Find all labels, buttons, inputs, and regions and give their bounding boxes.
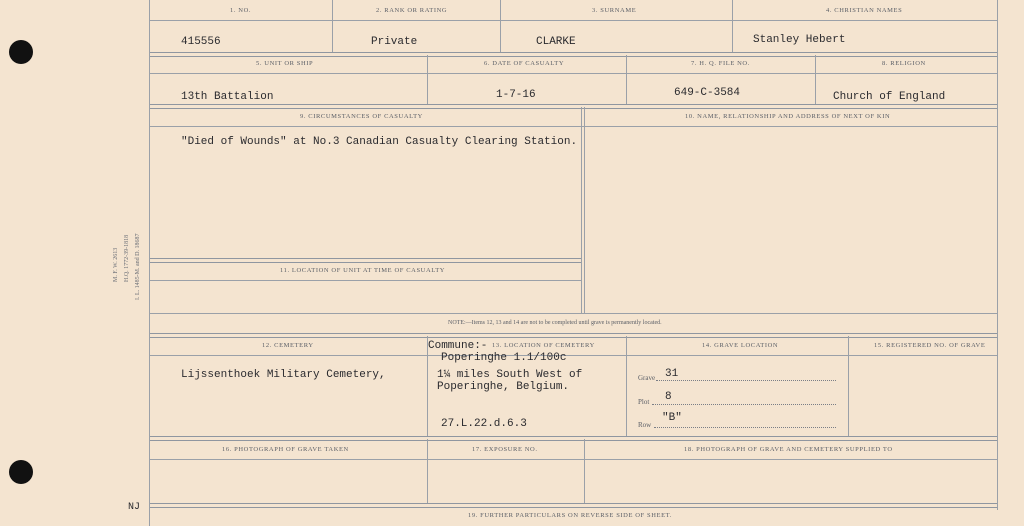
divider [626, 336, 627, 436]
label-file-no: 7. H. Q. FILE NO. [691, 60, 750, 67]
left-border [149, 0, 150, 526]
label-exposure: 17. EXPOSURE NO. [472, 446, 538, 453]
grave-label: Grave [638, 374, 656, 382]
divider [427, 439, 428, 503]
label-date: 6. DATE OF CASUALTY [484, 60, 565, 67]
value-circumstances: "Died of Wounds" at No.3 Canadian Casualty Clearing Station. [181, 136, 578, 148]
side-print-2: H.Q. 1772-39-1818 [124, 234, 130, 282]
divider [584, 107, 585, 313]
label-surname: 3. SURNAME [592, 7, 637, 14]
rule [150, 436, 997, 441]
rule [150, 73, 997, 74]
punch-hole-bottom [9, 460, 33, 484]
label-grave-location: 14. GRAVE LOCATION [702, 342, 779, 349]
location-line-2: Poperinghe, Belgium. [437, 381, 570, 393]
divider [815, 55, 816, 104]
rule [150, 313, 997, 314]
value-file-no: 649-C-3584 [674, 87, 741, 99]
row-line [654, 427, 836, 428]
label-cemetery: 12. CEMETERY [262, 342, 314, 349]
label-circumstances: 9. CIRCUMSTANCES OF CASUALTY [300, 113, 423, 120]
divider [427, 55, 428, 104]
divider [584, 439, 585, 503]
label-location-cemetery: 13. LOCATION OF CEMETERY [492, 342, 595, 349]
rule [150, 355, 997, 356]
rule [150, 258, 581, 263]
rule [150, 333, 997, 338]
label-further: 19. FURTHER PARTICULARS ON REVERSE SIDE OF SHEET. [468, 512, 672, 519]
label-religion: 8. RELIGION [882, 60, 926, 67]
rule [150, 104, 997, 109]
divider [500, 0, 501, 52]
initials: NJ [128, 502, 141, 513]
punch-hole-top [9, 40, 33, 64]
side-print-3: I. L. 1485-M. and D. 18687 [135, 233, 141, 300]
plot-label: Plot [638, 398, 650, 406]
label-unit: 5. UNIT OR SHIP [256, 60, 314, 67]
plot-line [652, 404, 836, 405]
rule [150, 20, 997, 21]
value-surname: CLARKE [536, 36, 576, 48]
right-border [997, 0, 998, 510]
rule [150, 459, 997, 460]
map-reference: 27.L.22.d.6.3 [441, 418, 527, 430]
rule [150, 52, 997, 57]
label-no: 1. NO. [230, 7, 252, 14]
divider [848, 336, 849, 436]
label-rank: 2. RANK OR RATING [376, 7, 448, 14]
label-christian-names: 4. CHRISTIAN NAMES [826, 7, 903, 14]
label-location-unit: 11. LOCATION OF UNIT AT TIME OF CASUALTY [280, 267, 446, 274]
label-photo-taken: 16. PHOTOGRAPH OF GRAVE TAKEN [222, 446, 349, 453]
value-unit: 13th Battalion [181, 91, 274, 103]
commune-value: Poperinghe 1.1/100c [441, 352, 567, 364]
location-line-1: 1¼ miles South West of [437, 369, 583, 381]
grave-line [656, 380, 836, 381]
plot-value: 8 [665, 391, 672, 403]
grave-value: 31 [665, 368, 679, 380]
value-christian-names: Stanley Hebert [753, 34, 846, 46]
rule [150, 280, 581, 281]
label-registered-no: 15. REGISTERED NO. OF GRAVE [874, 342, 986, 349]
value-rank: Private [371, 36, 418, 48]
side-print-1: M. F. W. 2613 [113, 247, 119, 282]
note: NOTE:—Items 12, 13 and 14 are not to be completed until grave is permanently located. [448, 320, 662, 326]
value-date: 1-7-16 [496, 89, 536, 101]
label-next-of-kin: 10. NAME, RELATIONSHIP AND ADDRESS OF NEXT OF KIN [685, 113, 891, 120]
row-value: "B" [662, 412, 682, 424]
value-no: 415556 [181, 36, 221, 48]
value-cemetery: Lijssenthoek Military Cemetery, [181, 369, 386, 381]
divider [332, 0, 333, 52]
divider [581, 107, 582, 313]
value-religion: Church of England [833, 91, 946, 103]
rule [150, 126, 997, 127]
divider [732, 0, 733, 52]
rule [150, 503, 997, 508]
commune-label: Commune:- [428, 340, 488, 352]
label-photo-supplied: 18. PHOTOGRAPH OF GRAVE AND CEMETERY SUPPLIED TO [684, 446, 893, 453]
row-label: Row [638, 421, 652, 429]
divider [626, 55, 627, 104]
